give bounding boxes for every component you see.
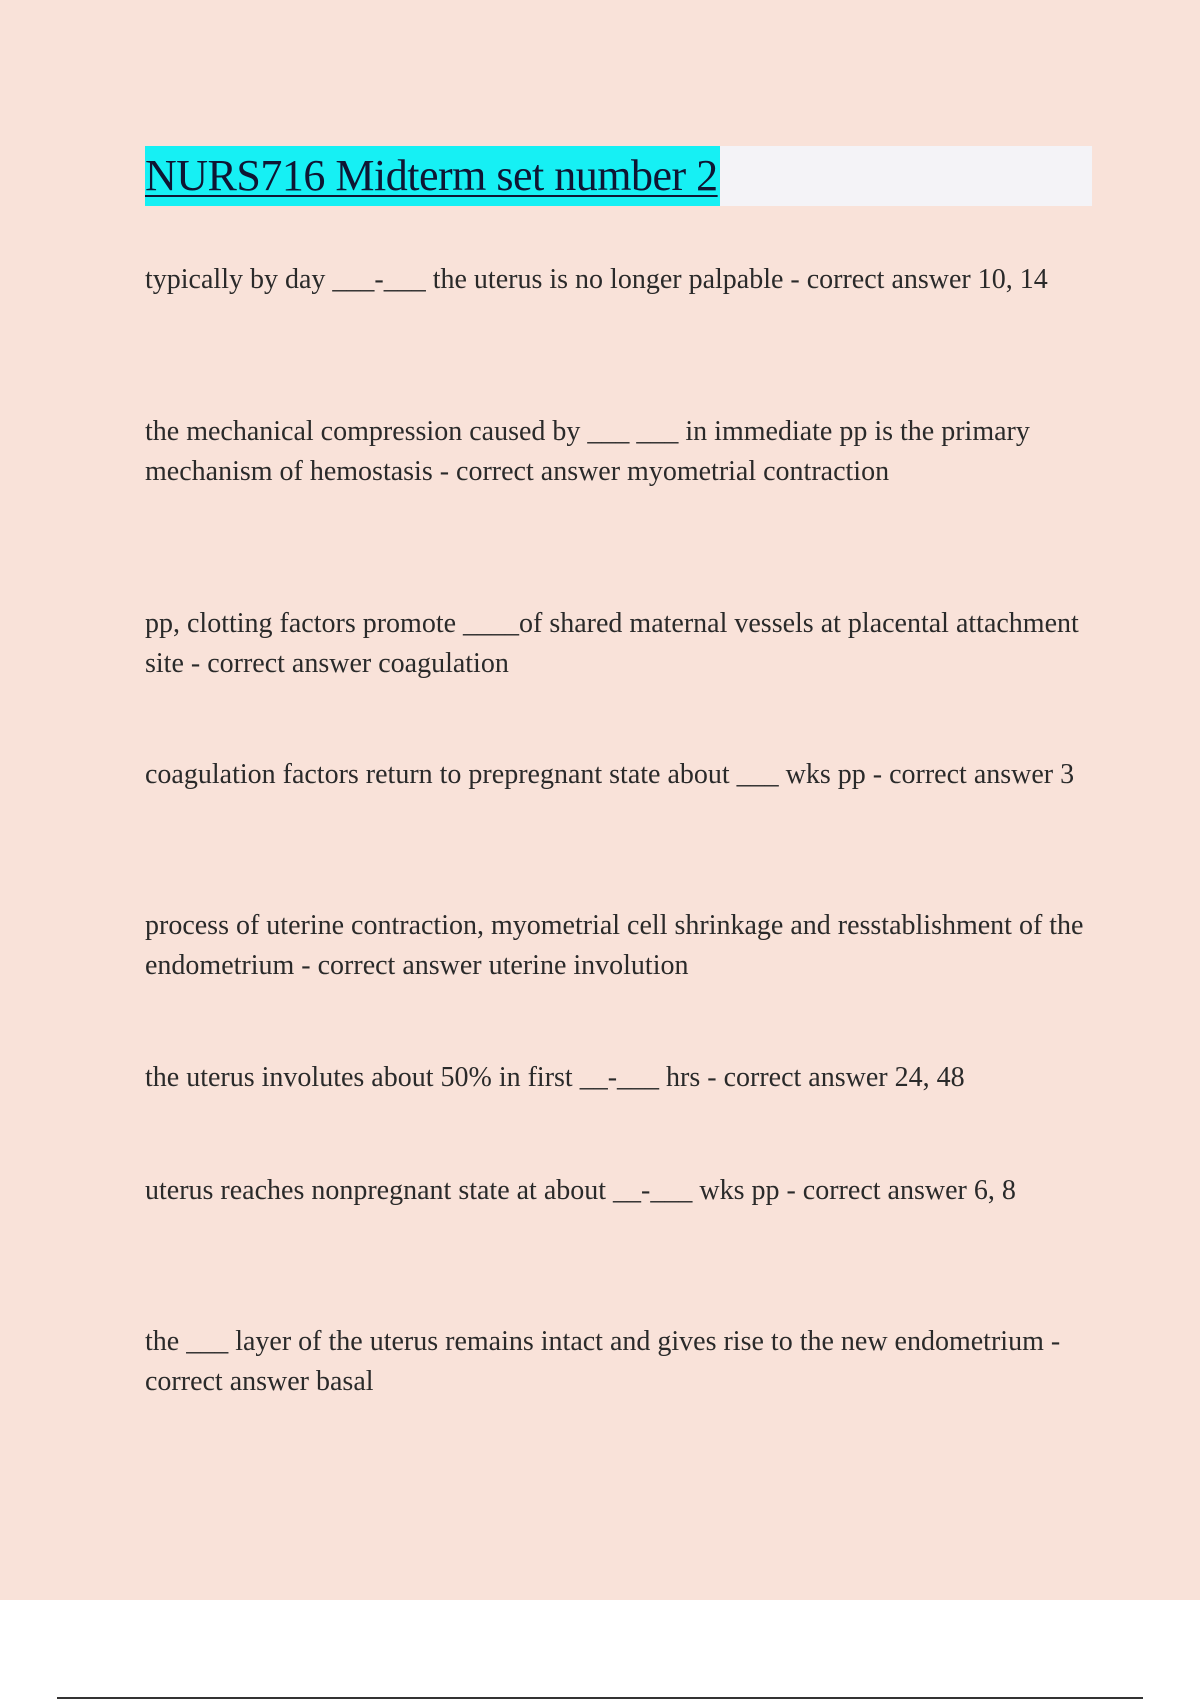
qa-item: pp, clotting factors promote ____of shared maternal vessels at placental attachment site - correct answer coagulation <box>145 608 1079 679</box>
qa-item: coagulation factors return to prepregnant state about ___ wks pp - correct answer 3 <box>145 759 1075 790</box>
qa-item: process of uterine contraction, myometrial cell shrinkage and resstablishment of the endometrium - correct answer uterine involution <box>145 910 1084 981</box>
qa-item: the mechanical compression caused by ___ ___ in immediate pp is the primary mechanism of hemostasis - correct answer myometrial contraction <box>145 416 1030 487</box>
title-bar <box>145 146 1092 206</box>
qa-item: the ___ layer of the uterus remains intact and gives rise to the new endometrium - correct answer basal <box>145 1326 1061 1397</box>
footer-rule <box>57 1697 1143 1699</box>
page-title: NURS716 Midterm set number 2 <box>145 146 720 206</box>
qa-item: the uterus involutes about 50% in first __-___ hrs - correct answer 24, 48 <box>145 1062 965 1093</box>
qa-item: typically by day ___-___ the uterus is no longer palpable - correct answer 10, 14 <box>145 264 1048 295</box>
qa-item: uterus reaches nonpregnant state at about __-___ wks pp - correct answer 6, 8 <box>145 1175 1016 1206</box>
